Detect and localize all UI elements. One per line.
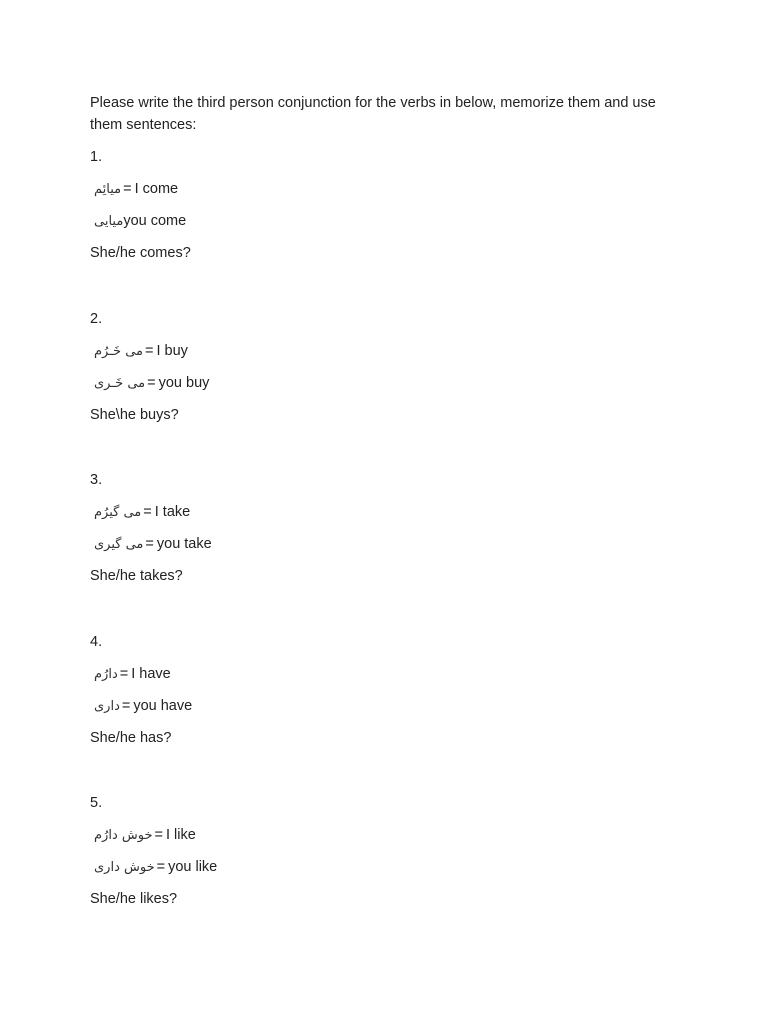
english-translation: I like xyxy=(165,827,196,843)
equals-sign: = xyxy=(123,181,132,197)
first-person-line xyxy=(90,824,690,856)
equals-sign: = xyxy=(156,859,166,875)
exercise-1 xyxy=(90,146,690,274)
first-person-line xyxy=(90,663,690,695)
exercise-number: 3. xyxy=(90,472,103,488)
third-person-question: She\he buys? xyxy=(90,407,179,423)
exercise-number: 2. xyxy=(90,311,103,327)
exercise-number: 1. xyxy=(90,149,103,165)
english-translation: you take xyxy=(156,536,212,552)
third-person-question: She/he takes? xyxy=(90,568,183,584)
third-person-question: She/he comes? xyxy=(90,245,191,261)
instructions-text: Please write the third person conjunction for the verbs in below, memorize them and use them sentences: xyxy=(90,95,656,133)
english-translation: you come xyxy=(123,213,187,229)
second-person-line xyxy=(90,856,690,888)
equals-sign: = xyxy=(145,536,154,552)
second-person-line xyxy=(90,533,690,565)
equals-sign: = xyxy=(154,827,163,843)
persian-verb: می خَـرُم xyxy=(94,344,143,359)
equals-sign: = xyxy=(119,666,129,682)
english-translation: you buy xyxy=(158,375,210,391)
second-person-line xyxy=(90,695,690,727)
persian-verb: خوش دارُم xyxy=(94,828,153,843)
exercise-2 xyxy=(90,308,690,436)
persian-verb: میائِم xyxy=(94,182,122,197)
first-person-line xyxy=(90,501,690,533)
persian-verb: میایی xyxy=(94,214,124,229)
equals-sign: = xyxy=(121,698,131,714)
first-person-line xyxy=(90,178,690,210)
second-person-line xyxy=(90,372,690,404)
exercise-5 xyxy=(90,792,690,920)
persian-verb: داری xyxy=(94,699,120,714)
exercise-number: 4. xyxy=(90,634,103,650)
equals-sign: = xyxy=(145,343,154,359)
english-translation: I take xyxy=(154,504,191,520)
persian-verb: می گیری xyxy=(94,537,144,552)
english-translation: you like xyxy=(168,859,218,875)
third-person-question: She/he likes? xyxy=(90,891,178,907)
second-person-line xyxy=(90,210,690,242)
first-person-line xyxy=(90,340,690,372)
equals-sign: = xyxy=(147,375,156,391)
persian-verb: دارُم xyxy=(94,667,118,682)
english-translation: you have xyxy=(133,698,193,714)
english-translation: I have xyxy=(131,666,171,682)
third-person-question: She/he has? xyxy=(90,730,172,746)
english-translation: I come xyxy=(134,181,179,197)
exercise-number: 5. xyxy=(90,795,103,811)
equals-sign: = xyxy=(143,504,152,520)
persian-verb: خوش داری xyxy=(94,860,155,875)
persian-verb: می خَـری xyxy=(94,376,146,391)
english-translation: I buy xyxy=(156,343,188,359)
exercise-4 xyxy=(90,631,690,759)
exercise-3 xyxy=(90,469,690,597)
persian-verb: می گیرُم xyxy=(94,505,142,520)
